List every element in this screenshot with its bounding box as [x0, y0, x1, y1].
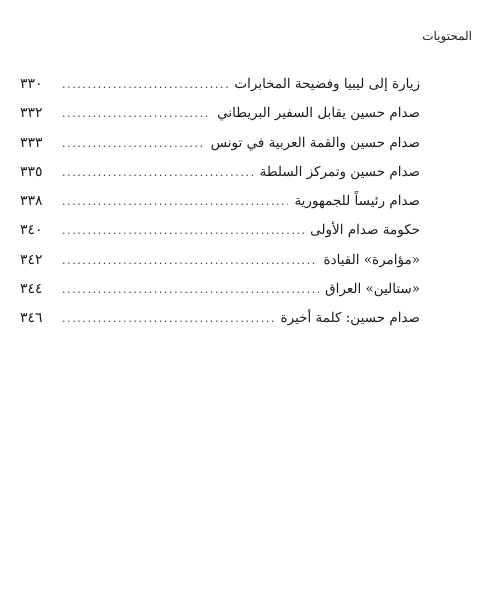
dot-leader	[62, 283, 319, 296]
toc-entry-page: ٣٤٢	[20, 251, 43, 268]
toc-entry-page: ٣٣٢	[20, 105, 43, 122]
toc-entry-title: «ستالين» العراق	[325, 281, 420, 298]
toc-entry-title: صدام حسين: كلمة أخيرة	[280, 310, 420, 327]
toc-entry-title: حكومة صدام الأولى	[310, 222, 420, 239]
dot-leader	[62, 312, 275, 325]
toc-entry-page: ٣٣٣	[20, 134, 43, 151]
dot-leader	[62, 78, 228, 91]
dot-leader	[62, 224, 304, 237]
toc-entry-title: «مؤامرة» القيادة	[323, 251, 420, 268]
table-of-contents	[20, 76, 420, 340]
toc-entry-title: صدام حسين يقابل السفير البريطاني	[217, 105, 420, 122]
toc-entry-title: صدام حسين والقمة العربية في تونس	[210, 134, 420, 151]
toc-entry-page: ٣٤٦	[20, 310, 43, 327]
toc-entry-page: ٣٤٠	[20, 222, 43, 239]
toc-entry-title: صدام حسين وتمركز السلطة	[259, 163, 420, 180]
toc-entry	[20, 281, 420, 310]
toc-entry	[20, 193, 420, 222]
toc-entry	[20, 310, 420, 339]
dot-leader	[62, 166, 254, 179]
dot-leader	[62, 137, 205, 150]
toc-entry-title: صدام رئيساً للجمهورية	[294, 193, 420, 210]
toc-entry	[20, 76, 420, 105]
toc-entry	[20, 252, 420, 281]
dot-leader	[62, 254, 318, 267]
running-head: المحتويات	[422, 29, 472, 43]
toc-entry	[20, 164, 420, 193]
dot-leader	[62, 195, 288, 208]
dot-leader	[62, 107, 211, 120]
toc-entry-page: ٣٣٥	[20, 163, 43, 180]
toc-entry-page: ٣٣٨	[20, 193, 43, 210]
toc-entry-page: ٣٤٤	[20, 281, 43, 298]
toc-entry-title: زيارة إلى ليبيا وفضيحة المخابرات	[234, 76, 420, 92]
toc-entry	[20, 105, 420, 134]
toc-entry	[20, 135, 420, 164]
toc-entry-page: ٣٣٠	[20, 76, 43, 92]
toc-entry	[20, 222, 420, 251]
